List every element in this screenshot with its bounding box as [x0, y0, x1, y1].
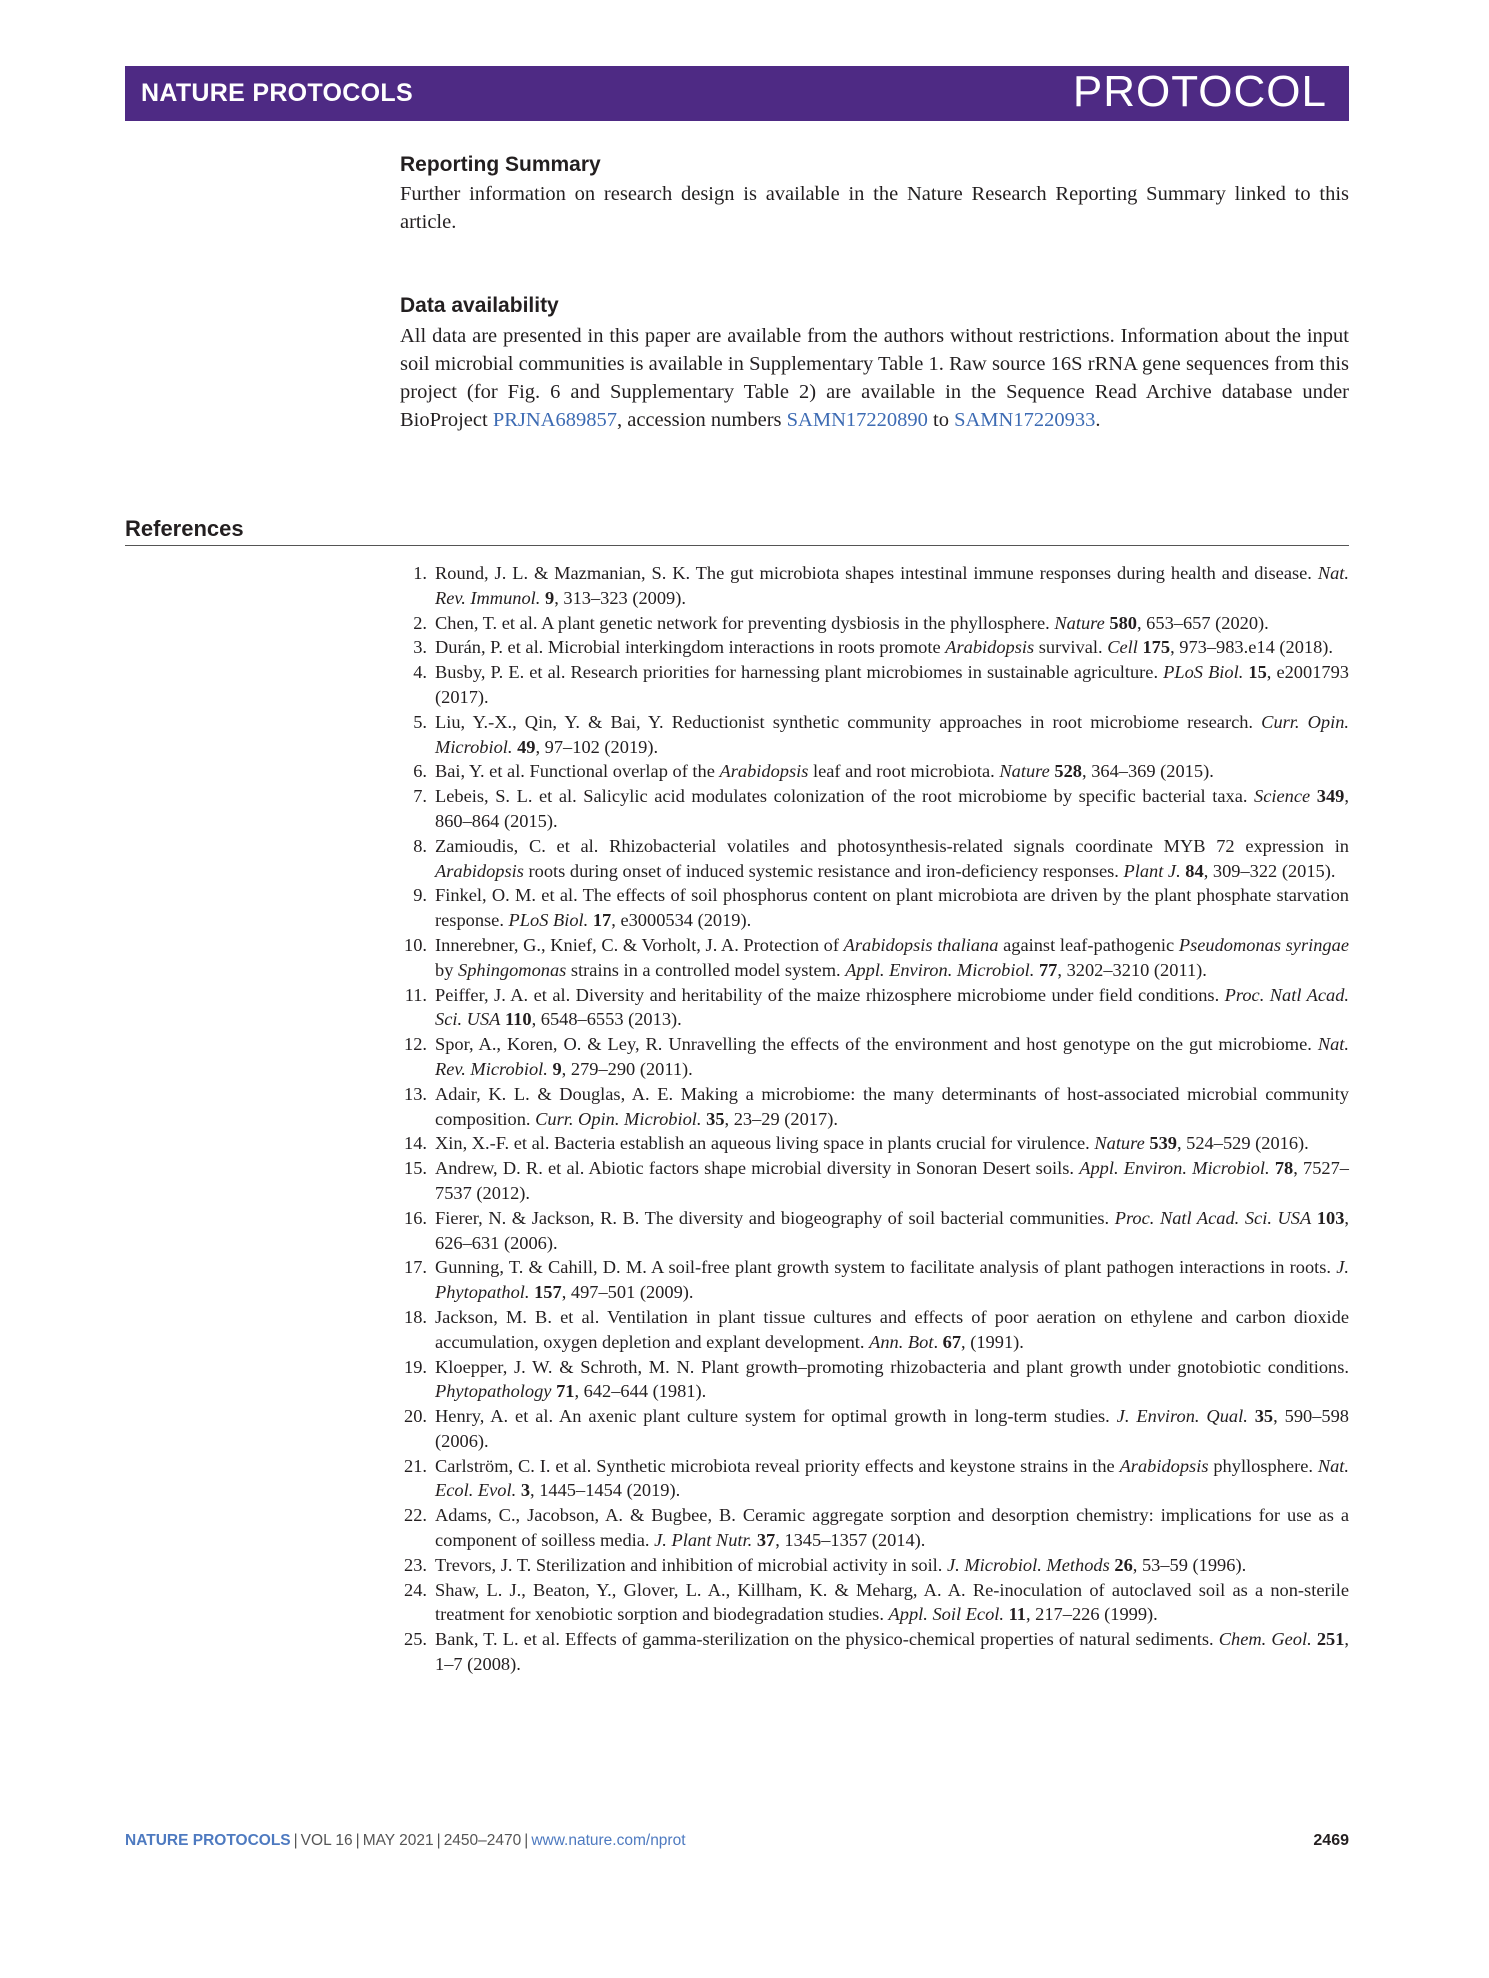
data-availability-heading: Data availability — [400, 294, 559, 317]
reference-number: 24. — [404, 1579, 427, 1600]
data-availability-body — [400, 322, 1349, 434]
reference-item — [400, 983, 1349, 1033]
reference-text: Durán, P. et al. Microbial interkingdom interactions in roots promote Arabidopsis survival. Cell 175, 973–983.e14 (2018). — [435, 637, 1334, 658]
reference-number: 4. — [413, 662, 427, 683]
reference-item — [400, 1355, 1349, 1405]
data-availability-text-end: . — [1095, 409, 1101, 431]
reference-text: Henry, A. et al. An axenic plant culture system for optimal growth in long-term studies. J. Environ. Qual. 35, 590–598 (2006). — [435, 1406, 1350, 1451]
reference-item — [400, 660, 1349, 710]
reference-item — [400, 1578, 1349, 1628]
reference-text: Bai, Y. et al. Functional overlap of the Arabidopsis leaf and root microbiota. Nature 528, 364–369 (2015). — [435, 761, 1214, 782]
page-number: 2469 — [1313, 1832, 1349, 1849]
reference-text: Carlström, C. I. et al. Synthetic microbiota reveal priority effects and keystone strains in the Arabidopsis phyllosphere. Nat. Ecol. Evol. 3, 1445–1454 (2019). — [435, 1455, 1349, 1501]
reference-number: 20. — [404, 1406, 427, 1427]
reference-text: Kloepper, J. W. & Schroth, M. N. Plant growth–promoting rhizobacteria and plant growth under gnotobiotic conditions. Phytopathology 71, 642–644 (1981). — [435, 1356, 1349, 1402]
reference-item — [400, 561, 1349, 611]
reference-number: 7. — [413, 786, 427, 807]
reference-item — [400, 784, 1349, 834]
reference-text: Jackson, M. B. et al. Ventilation in plant tissue cultures and effects of poor aeration on ethylene and carbon dioxide accumulation, oxygen depletion and explant development. Ann. Bot. 67, (1991). — [435, 1306, 1349, 1352]
reference-number: 8. — [413, 835, 427, 856]
reference-text: Gunning, T. & Cahill, D. M. A soil-free plant growth system to facilitate analysis of plant pathogen interactions in roots. J. Phytopathol. 157, 497–501 (2009). — [435, 1257, 1349, 1303]
reference-number: 22. — [404, 1505, 427, 1526]
reference-item — [400, 710, 1349, 760]
reference-item — [400, 611, 1349, 636]
reference-number: 6. — [413, 761, 427, 782]
reference-text: Zamioudis, C. et al. Rhizobacterial volatiles and photosynthesis-related signals coordinate MYB 72 expression in Arabidopsis roots during onset of induced systemic resistance and iron-deficiency responses. Plant J. 84, 309–322 (2015). — [435, 835, 1349, 881]
reference-item — [400, 1131, 1349, 1156]
reference-text: Lebeis, S. L. et al. Salicylic acid modulates colonization of the root microbiome by specific bacterial taxa. Science 349, 860–864 (2015). — [435, 786, 1349, 831]
reference-text: Andrew, D. R. et al. Abiotic factors shape microbial diversity in Sonoran Desert soils. Appl. Environ. Microbiol. 78, 7527–7537 (2012). — [435, 1158, 1349, 1203]
accession-end-link[interactable]: SAMN17220933 — [954, 409, 1096, 431]
reference-text: Adair, K. L. & Douglas, A. E. Making a microbiome: the many determinants of host-associated microbial community composition. Curr. Opin. Microbiol. 35, 23–29 (2017). — [435, 1083, 1349, 1129]
reference-item — [400, 1082, 1349, 1132]
reference-item — [400, 1627, 1349, 1677]
reference-text: Liu, Y.-X., Qin, Y. & Bai, Y. Reductionist synthetic community approaches in root microbiome research. Curr. Opin. Microbiol. 49, 97–102 (2019). — [435, 711, 1350, 757]
reference-number: 5. — [413, 711, 427, 732]
reporting-summary-heading: Reporting Summary — [400, 153, 601, 176]
reference-text: Adams, C., Jacobson, A. & Bugbee, B. Ceramic aggregate sorption and desorption chemistry: implications for use as a component of soilless media. J. Plant Nutr. 37, 1345–1357 (2014). — [435, 1505, 1349, 1551]
reference-item — [400, 933, 1349, 983]
reference-number: 25. — [404, 1629, 427, 1650]
reference-number: 19. — [404, 1356, 427, 1377]
reference-number: 17. — [404, 1257, 427, 1278]
banner-article-type: PROTOCOL — [1072, 67, 1327, 116]
reference-text: Xin, X.-F. et al. Bacteria establish an aqueous living space in plants crucial for virulence. Nature 539, 524–529 (2016). — [435, 1133, 1309, 1154]
reference-text: Shaw, L. J., Beaton, Y., Glover, L. A., Killham, K. & Meharg, A. A. Re-inoculation of autoclaved soil as a non-sterile treatment for xenobiotic sorption and biodegradation studies. Appl. Soil Ecol. 11, 217–226 (1999). — [435, 1579, 1349, 1625]
references-divider — [125, 545, 1349, 546]
data-availability-text-mid: , accession numbers — [616, 409, 787, 431]
reference-number: 23. — [404, 1554, 427, 1575]
data-availability-text-to: to — [927, 409, 955, 431]
reference-number: 15. — [404, 1158, 427, 1179]
reference-item — [400, 635, 1349, 660]
reference-text: Spor, A., Koren, O. & Ley, R. Unravelling the effects of the environment and host genotype on the gut microbiome. Nat. Rev. Microbiol. 9, 279–290 (2011). — [435, 1034, 1349, 1079]
reference-item — [400, 834, 1349, 884]
reference-number: 2. — [413, 612, 427, 633]
footer-pages: 2450–2470 — [443, 1832, 522, 1849]
footer-volume: VOL 16 — [300, 1832, 353, 1849]
reference-text: Trevors, J. T. Sterilization and inhibition of microbial activity in soil. J. Microbiol. Methods 26, 53–59 (1996). — [435, 1554, 1247, 1575]
reference-item — [400, 1305, 1349, 1355]
reference-text: Chen, T. et al. A plant genetic network for preventing dysbiosis in the phyllosphere. Nature 580, 653–657 (2020). — [435, 612, 1269, 633]
reference-number: 14. — [404, 1133, 427, 1154]
footer-date: MAY 2021 — [362, 1832, 434, 1849]
reporting-summary-body: Further information on research design is available in the Nature Research Reporting Summary linked to this article. — [400, 183, 1349, 233]
reference-item — [400, 1156, 1349, 1206]
banner-journal-name: NATURE PROTOCOLS — [141, 79, 413, 107]
reference-number: 16. — [404, 1207, 427, 1228]
reference-text: Busby, P. E. et al. Research priorities for harnessing plant microbiomes in sustainable agriculture. PLoS Biol. 15, e2001793 (2017). — [435, 662, 1349, 707]
reference-item — [400, 1206, 1349, 1256]
reference-number: 21. — [404, 1455, 427, 1476]
reference-number: 1. — [413, 563, 427, 583]
footer-journal: NATURE PROTOCOLS — [125, 1832, 291, 1849]
reference-item — [400, 1503, 1349, 1553]
footer-url[interactable]: www.nature.com/nprot — [531, 1832, 686, 1849]
data-availability-text: All data are presented in this paper are available from the authors without restrictions. Information about the input soil microbial communities is available in Supplementary Table 1. Raw source 16S rRNA gene sequences from this project (for Fig. 6 and Supplementary Table 2) are available in the Sequence Read Archive database under BioProject — [400, 325, 1349, 431]
reference-number: 3. — [413, 637, 427, 658]
reference-item — [400, 883, 1349, 933]
references-heading: References — [125, 516, 244, 541]
reference-text: Round, J. L. & Mazmanian, S. K. The gut microbiota shapes intestinal immune responses during health and disease. Nat. Rev. Immunol. 9, 313–323 (2009). — [435, 563, 1349, 608]
reference-text: Innerebner, G., Knief, C. & Vorholt, J. A. Protection of Arabidopsis thaliana against leaf-pathogenic Pseudomonas syringae by Sphingomonas strains in a controlled model system. Appl. Environ. Microbiol. 77, 3202–3210 (2011). — [435, 934, 1349, 980]
reference-number: 12. — [404, 1034, 427, 1055]
reference-text: Bank, T. L. et al. Effects of gamma-sterilization on the physico-chemical properties of natural sediments. Chem. Geol. 251, 1–7 (2008). — [435, 1629, 1350, 1675]
reference-item — [400, 1255, 1349, 1305]
reference-number: 10. — [404, 934, 427, 955]
reference-text: Peiffer, J. A. et al. Diversity and heritability of the maize rhizosphere microbiome under field conditions. Proc. Natl Acad. Sci. USA 110, 6548–6553 (2013). — [435, 984, 1349, 1030]
reference-number: 18. — [404, 1306, 427, 1327]
reference-text: Finkel, O. M. et al. The effects of soil phosphorus content on plant microbiota are driven by the plant phosphate starvation response. PLoS Biol. 17, e3000534 (2019). — [435, 885, 1349, 931]
journal-banner — [125, 66, 1349, 121]
reference-number: 9. — [413, 885, 427, 906]
bioproject-link[interactable]: PRJNA689857 — [492, 409, 617, 431]
page-footer: NATURE PROTOCOLS | VOL 16 | MAY 2021 | 2450–2470 | www.nature.com/nprot 2469 — [125, 1832, 1349, 1849]
reference-item — [400, 1553, 1349, 1578]
reference-list — [400, 561, 1349, 1677]
accession-start-link[interactable]: SAMN17220890 — [786, 409, 928, 431]
reference-text: Fierer, N. & Jackson, R. B. The diversity and biogeography of soil bacterial communities. Proc. Natl Acad. Sci. USA 103, 626–631 (2006). — [435, 1207, 1350, 1253]
reference-number: 13. — [404, 1083, 427, 1104]
reference-item — [400, 1404, 1349, 1454]
reference-number: 11. — [404, 984, 427, 1005]
reference-item — [400, 1454, 1349, 1504]
reference-item — [400, 759, 1349, 784]
reference-item — [400, 1032, 1349, 1082]
